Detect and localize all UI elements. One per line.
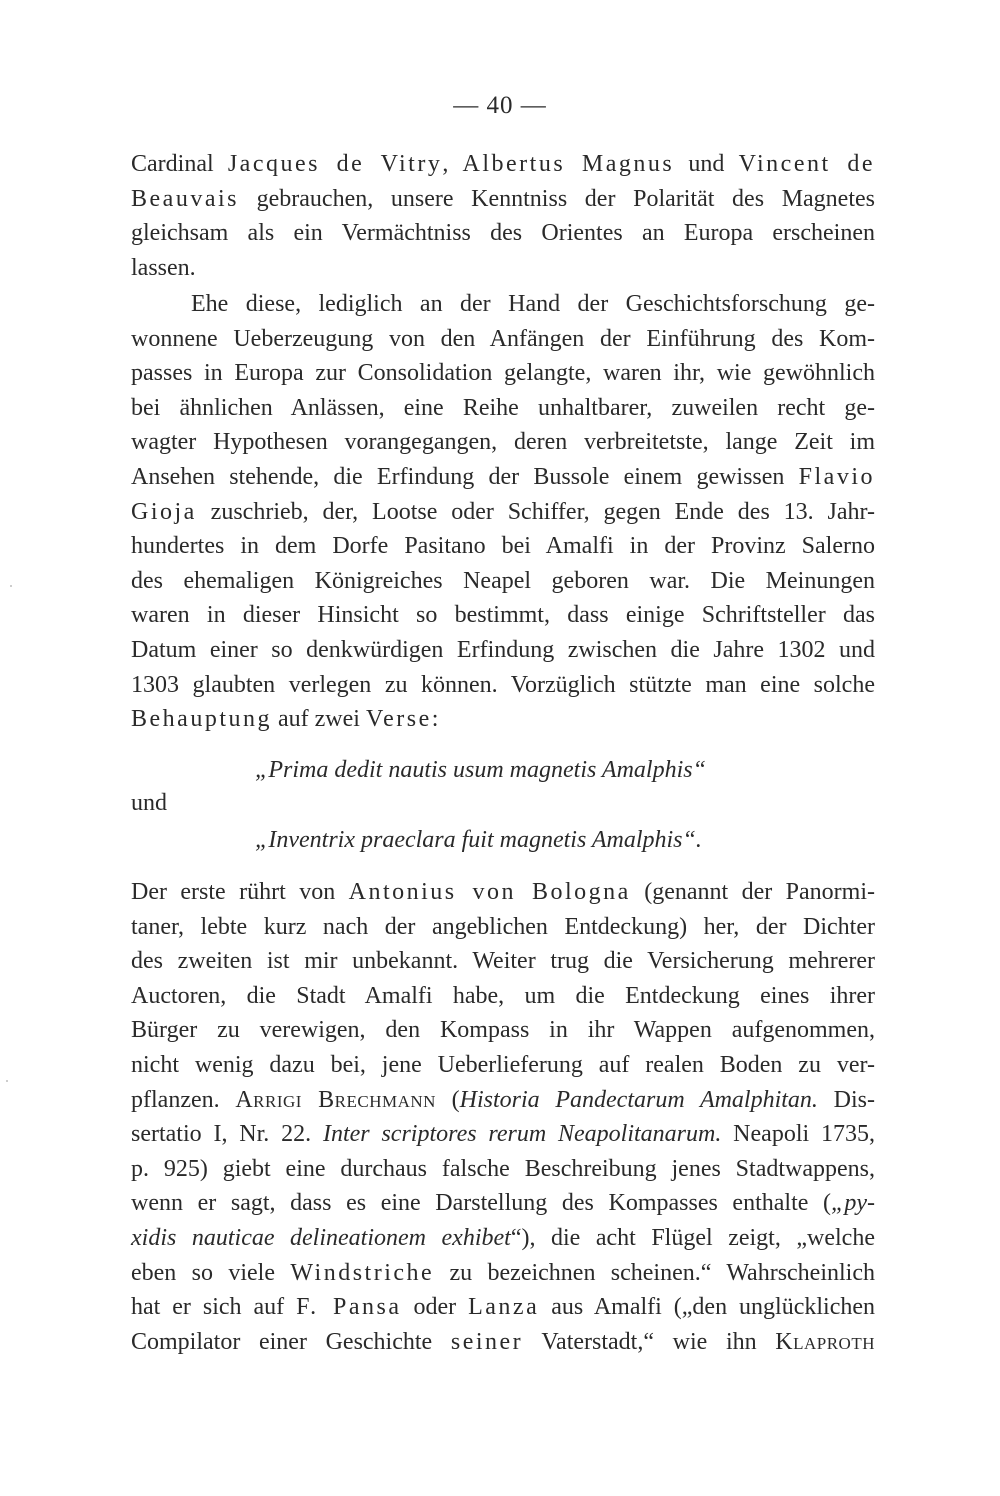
text-line: des ehemaligen Königreiches Neapel geboren war. Die Meinungen [131,567,875,594]
text-run: hat er sich auf [131,1294,297,1321]
text-line [131,1186,875,1221]
text-run: Neapoli 1735, [721,1121,875,1148]
person-name: Gioja [131,498,197,525]
text-line: lassen. [131,254,196,281]
text-line [131,875,875,910]
person-name: Vincent de [738,151,876,177]
text-run: Windstriche [290,1259,435,1286]
text-line [131,702,875,737]
verse-1: „Prima dedit nautis usum magnetis Amalphis“ [255,757,706,783]
person-name: Albertus Magnus [462,151,675,177]
text-line [131,182,875,217]
text-line [131,1083,875,1118]
text-run: Cardinal [131,151,228,177]
text-line: nicht wenig dazu bei, jene Ueberlieferung auf realen Boden zu ver- [131,1051,875,1078]
text-run: “), die acht Flügel zeigt, „welche [510,1224,875,1251]
text-run: sertatio I, Nr. 22. [131,1121,323,1148]
text-run: aus Amalfi („den unglücklichen [539,1294,875,1321]
text-run: (genannt der Panormi- [630,879,876,905]
text-line: Datum einer so denkwürdigen Erfindung zwischen die Jahre 1302 und [131,636,875,663]
person-name: Antonius von Bologna [348,879,631,905]
text-line: passes in Europa zur Consolidation gelangte, waren ihr, wie gewöhnlich [131,360,875,387]
text-line: gleichsam als ein Vermächtniss des Orientes an Europa erscheinen [131,220,875,247]
person-name: Jacques de Vitry [227,151,443,177]
text-run: Verse: [365,706,441,733]
text-line [131,147,875,182]
text-line [131,1221,875,1256]
text-run: Behauptung [131,706,272,733]
page-number: — 40 — [453,92,547,119]
text-run: eben so viele [131,1259,291,1286]
quotation: „py- [831,1190,875,1217]
text-line [131,1290,875,1325]
text-run: pflanzen. [131,1086,236,1113]
author-name: Arrigi Brechmann [235,1086,436,1113]
book-title: Inter scriptores rerum Neapolitanarum. [322,1121,722,1148]
text-line [131,460,875,495]
text-run: oder [401,1294,469,1321]
text-line: des zweiten ist mir unbekannt. Weiter trug die Versicherung mehrerer [131,948,875,975]
text-line: taner, lebte kurz nach der angeblichen Entdeckung) her, der Dichter [131,913,875,940]
text-line: p. 925) giebt eine durchaus falsche Beschreibung jenes Stadtwappens, [131,1155,875,1182]
verse-2: „Inventrix praeclara fuit magnetis Amalphis“. [255,827,702,853]
text-line [131,1256,875,1291]
scan-speck [6,1080,8,1082]
person-name: Lanza [468,1294,540,1321]
text-run: Compilator einer Geschichte [131,1328,451,1355]
text-run: gebrauchen, unsere Kenntniss der Polarität des Magnetes [238,185,875,212]
text-line: Auctoren, die Stadt Amalfi habe, um die Entdeckung eines ihrer [131,982,875,1009]
person-name: Flavio [798,463,875,490]
scan-speck [10,585,12,587]
text-line: waren in dieser Hinsicht so bestimmt, dass einige Schriftsteller das [131,602,875,629]
text-run: ( [435,1086,460,1113]
paragraph-1 [131,147,875,285]
text-line: hundertes in dem Dorfe Pasitano bei Amalfi in der Provinz Salerno [131,533,875,560]
verse-connector: und [131,790,167,816]
quotation: xidis nauticae delineationem exhibet [131,1224,511,1251]
text-run: Ansehen stehende, die Erfindung der Bussole einem gewissen [131,463,799,490]
text-line [131,495,875,530]
paragraph-3 [131,875,875,1359]
text-run: wenn er sagt, dass es eine Darstellung des Kompasses enthalte ( [131,1190,831,1217]
text-run: Vaterstadt,“ wie ihn [523,1328,776,1355]
text-line: Bürger zu verewigen, den Kompass in ihr Wappen aufgenommen, [131,1017,875,1044]
text-line [131,1117,875,1152]
text-line: wonnene Ueberzeugung von den Anfängen der Einführung des Kom- [131,325,875,352]
text-line: bei ähnlichen Anlässen, eine Reihe unhaltbarer, zuweilen recht ge- [131,394,875,421]
text-run: auf zwei [271,706,366,733]
text-line: 1303 glaubten verlegen zu können. Vorzüglich stützte man eine solche [131,671,875,698]
text-run: Dis- [817,1086,875,1113]
text-line: wagter Hypothesen vorangegangen, deren verbreitetste, lange Zeit im [131,429,875,456]
author-name: Klaproth [775,1328,875,1355]
text-run: seiner [450,1328,524,1355]
text-run: , [442,151,463,177]
text-line: Ehe diese, lediglich an der Hand der Geschichtsforschung ge- [191,291,875,317]
text-run: zuschrieb, der, Lootse oder Schiffer, gegen Ende des 13. Jahr- [196,498,875,525]
person-name: Beauvais [131,185,239,212]
text-run: Der erste rührt von [131,879,349,905]
person-name: F. Pansa [296,1294,402,1321]
paragraph-2 [131,287,875,737]
book-title: Historia Pandectarum Amalphitan. [459,1086,818,1113]
text-line [131,1325,875,1360]
text-run: zu bezeichnen scheinen.“ Wahrscheinlich [434,1259,875,1286]
text-run: und [674,151,739,177]
